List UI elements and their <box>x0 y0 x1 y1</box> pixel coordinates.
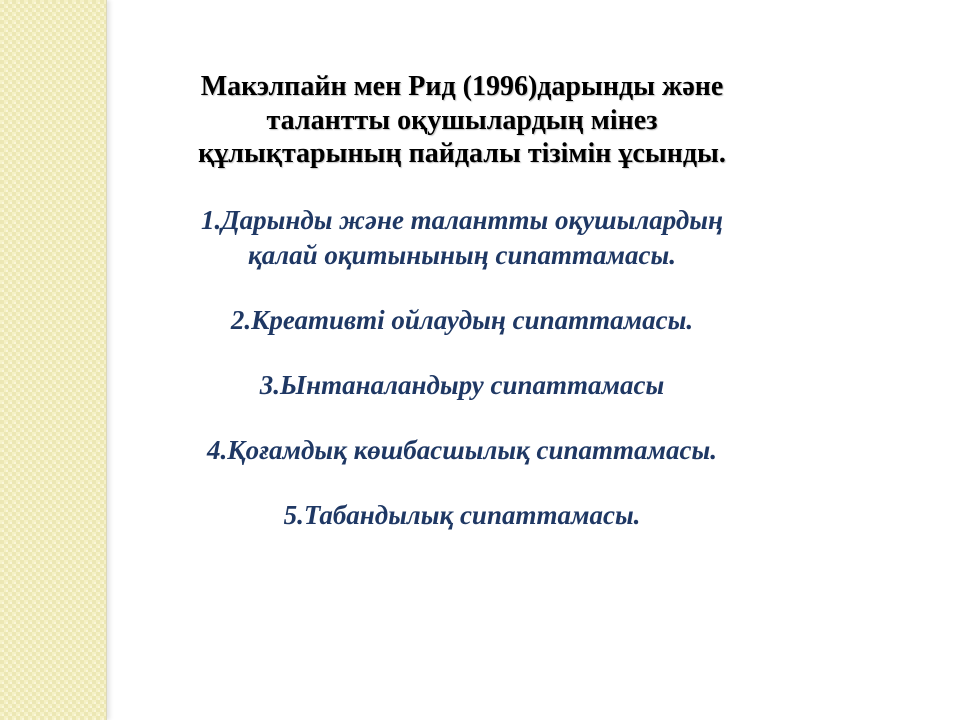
slide-title-line: құлықтарының пайдалы тізімін ұсынды. <box>198 138 726 170</box>
list-item-1 <box>112 203 812 273</box>
slide-content <box>112 0 812 533</box>
slide-title-line: Макэлпайн мен Рид (1996)дарынды және <box>200 71 724 102</box>
characteristics-list <box>112 203 812 534</box>
list-item-5 <box>112 498 812 533</box>
list-item-2 <box>112 303 812 338</box>
list-item-line: 3.Ынтаналандыру сипаттамасы <box>259 370 665 401</box>
list-item-3 <box>112 368 812 403</box>
slide-title-line: талантты оқушылардың мінез <box>266 104 658 136</box>
list-item-4 <box>112 433 812 468</box>
slide-title <box>112 70 812 171</box>
list-item-line: қалай оқитынының сипаттамасы. <box>248 239 676 270</box>
list-item-line: 2.Креативті ойлаудың сипаттамасы. <box>230 304 694 335</box>
list-item-line: 4.Қоғамдық көшбасшылық сипаттамасы. <box>207 435 717 466</box>
list-item-line: 1.Дарынды және талантты оқушылардың <box>200 204 724 235</box>
slide-left-pattern-strip <box>0 0 107 720</box>
list-item-line: 5.Табандылық сипаттамасы. <box>283 500 641 531</box>
